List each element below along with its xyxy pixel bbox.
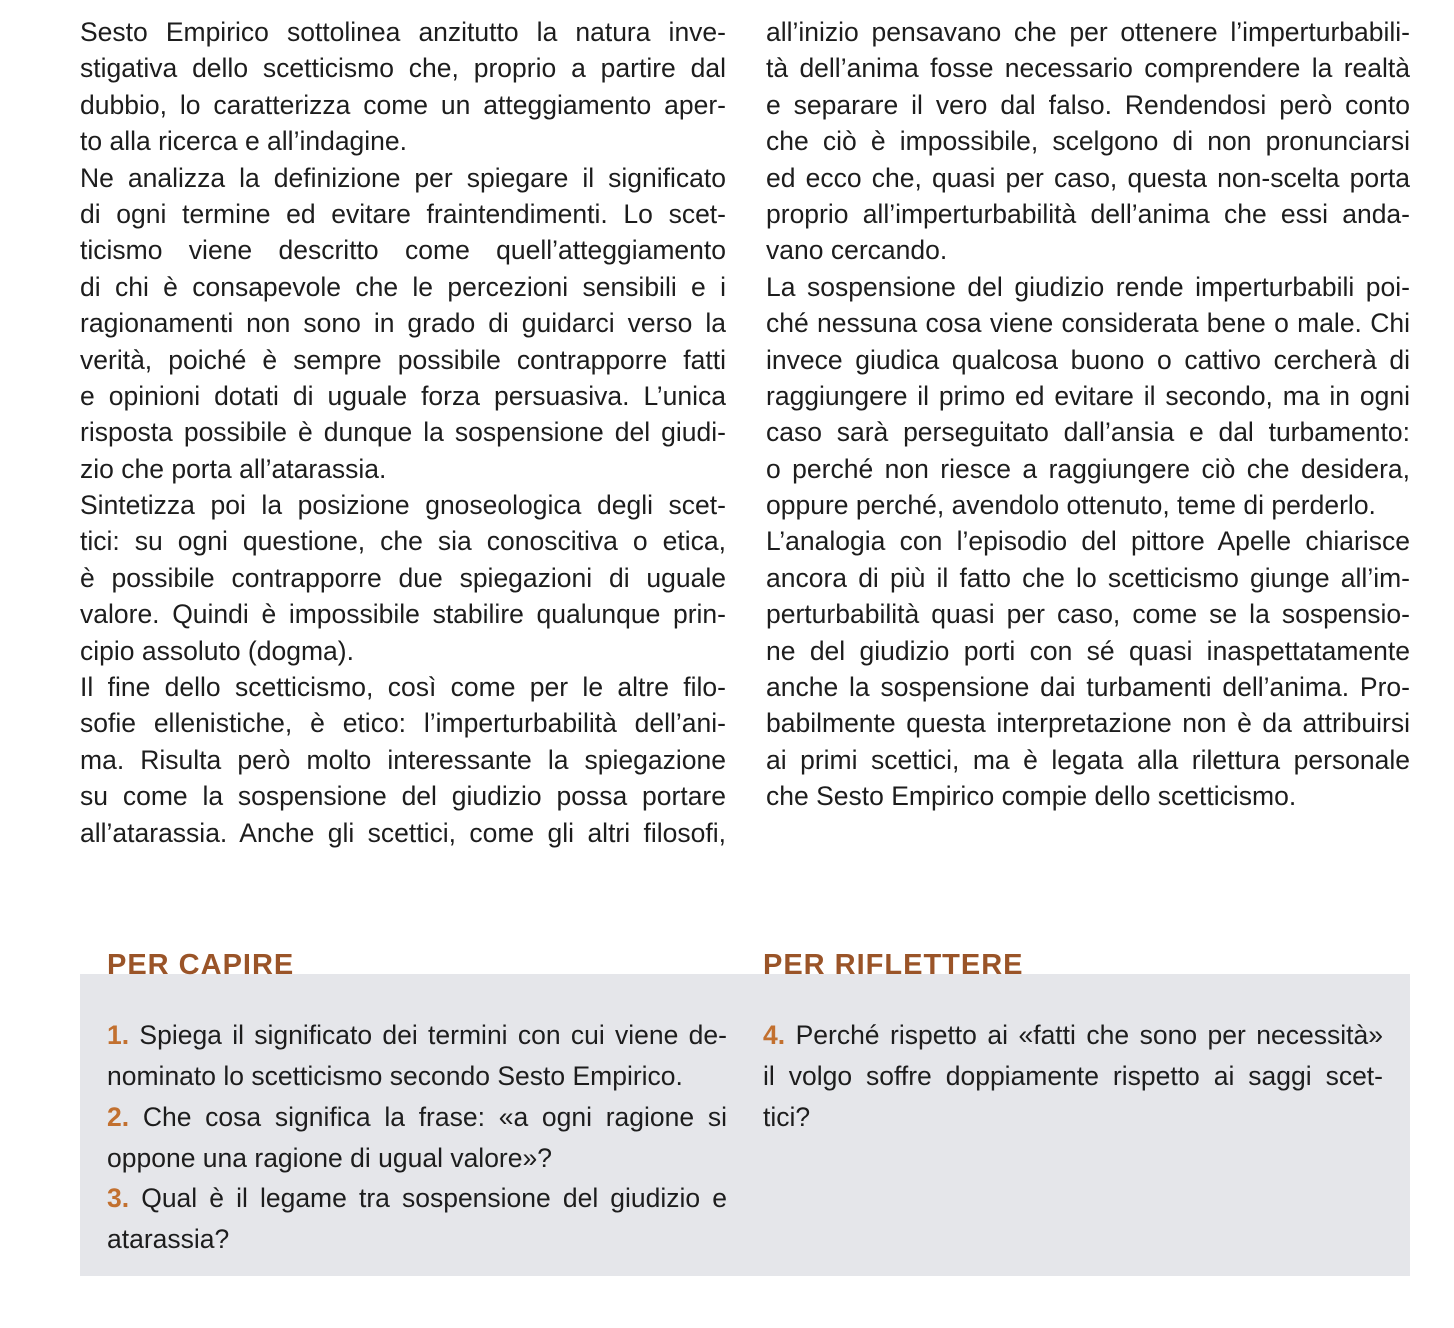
question-line: oppone una ragione di ugual valore»? (107, 1143, 552, 1173)
text-line: oppure perché, avendolo ottenuto, teme di perderlo. (766, 490, 1376, 521)
exercise-question-1 (107, 1015, 727, 1097)
text-line: ché nessuna cosa viene considerata bene o male. Chi (766, 308, 1410, 339)
question-line: atarassia? (107, 1224, 230, 1254)
question-line: il volgo soffre doppiamente rispetto ai saggi scet- (763, 1061, 1383, 1091)
text-line: o perché non riesce a raggiungere ciò che desidera, (766, 453, 1410, 484)
text-line: vano cercando. (766, 235, 948, 266)
text-line: sofie ellenistiche, è etico: l’imperturbabilità dell’ani- (80, 708, 726, 739)
exercise-question-3 (107, 1178, 727, 1260)
text-line: tà dell’anima fosse necessario comprendere la realtà (766, 53, 1410, 84)
text-line: risposta possibile è dunque la sospensione del giudi- (80, 417, 726, 448)
exercise-question-2 (107, 1097, 727, 1179)
text-line: ragionamenti non sono in grado di guidarci verso la (80, 308, 726, 339)
text-line: raggiungere il primo ed evitare il secondo, ma in ogni (766, 380, 1410, 411)
text-line: che ciò è impossibile, scelgono di non pronunciarsi (766, 126, 1410, 157)
question-number: 2. (107, 1102, 130, 1132)
text-line: stigativa dello scetticismo che, proprio a partire dal (80, 53, 726, 84)
text-line: invece giudica qualcosa buono o cattivo cercherà di (766, 344, 1410, 375)
text-line: proprio all’imperturbabilità dell’anima che essi anda- (766, 198, 1410, 229)
text-line: è possibile contrapporre due spiegazioni di uguale (80, 562, 726, 593)
exercise-question-4 (763, 1015, 1383, 1138)
question-line (107, 1015, 727, 1056)
question-number: 4. (763, 1020, 786, 1050)
text-line: all’atarassia. Anche gli scettici, come gli altri filosofi, (80, 817, 726, 848)
text-line: zio che porta all’atarassia. (80, 453, 387, 484)
text-line: di ogni termine ed evitare fraintendimenti. Lo scet- (80, 198, 726, 229)
text-line: perturbabilità quasi per caso, come se la sospensio- (766, 599, 1410, 630)
text-line: verità, poiché è sempre possibile contrapporre fatti (80, 344, 726, 375)
question-line (107, 1178, 727, 1219)
text-line: ancora di più il fatto che lo scetticismo giunge all’im- (766, 562, 1410, 593)
question-text: Qual è il legame tra sospensione del giudizio e (141, 1183, 727, 1213)
text-line: su come la sospensione del giudizio possa portare (80, 781, 726, 812)
text-line: L’analogia con l’episodio del pittore Apelle chiarisce (766, 526, 1410, 557)
text-line: ticismo viene descritto come quell’atteggiamento (80, 235, 726, 266)
text-line: Sesto Empirico sottolinea anzitutto la natura inve- (80, 17, 726, 47)
text-line: ma. Risulta però molto interessante la spiegazione (80, 744, 726, 775)
text-line: tici: su ogni questione, che sia conoscitiva o etica, (80, 526, 726, 557)
question-line (107, 1097, 727, 1138)
body-text-right-column (766, 14, 1410, 815)
heading-per-riflettere: PER RIFLETTERE (763, 949, 1024, 981)
question-line (763, 1015, 1383, 1056)
question-number: 1. (107, 1020, 130, 1050)
question-text: Spiega il significato dei termini con cui viene de- (139, 1020, 727, 1050)
question-number: 3. (107, 1183, 130, 1213)
text-line: dubbio, lo caratterizza come un atteggiamento aper- (80, 89, 726, 120)
text-line: valore. Quindi è impossibile stabilire qualunque prin- (80, 599, 726, 630)
text-line: ai primi scettici, ma è legata alla rilettura personale (766, 744, 1410, 775)
text-line: babilmente questa interpretazione non è da attribuirsi (766, 708, 1410, 739)
text-line: caso sarà perseguitato dall’ansia e dal turbamento: (766, 417, 1410, 448)
text-line: La sospensione del giudizio rende imperturbabili poi- (766, 271, 1410, 302)
text-line: di chi è consapevole che le percezioni sensibili e i (80, 271, 726, 302)
text-line: ne del giudizio porti con sé quasi inaspettatamente (766, 635, 1410, 666)
text-line: Sintetizza poi la posizione gnoseologica degli scet- (80, 490, 726, 521)
text-line: all’inizio pensavano che per ottenere l’imperturbabili- (766, 17, 1410, 47)
text-line: Ne analizza la definizione per spiegare il significato (80, 162, 726, 193)
question-line: tici? (763, 1102, 811, 1132)
text-line: cipio assoluto (dogma). (80, 635, 354, 666)
text-line: e separare il vero dal falso. Rendendosi però conto (766, 89, 1410, 120)
text-line: che Sesto Empirico compie dello scetticismo. (766, 781, 1297, 812)
heading-per-capire: PER CAPIRE (107, 949, 295, 981)
question-text: Perché rispetto ai «fatti che sono per necessità» (795, 1020, 1383, 1050)
body-text-left-column (80, 14, 726, 851)
text-line: anche la sospensione dai turbamenti dell’anima. Pro- (766, 672, 1410, 703)
text-line: to alla ricerca e all’indagine. (80, 126, 408, 157)
text-line: e opinioni dotati di uguale forza persuasiva. L’unica (80, 380, 726, 411)
question-line: nominato lo scetticismo secondo Sesto Empirico. (107, 1061, 683, 1091)
text-line: Il fine dello scetticismo, così come per le altre filo- (80, 672, 726, 703)
text-line: ed ecco che, quasi per caso, questa non-scelta porta (766, 162, 1410, 193)
question-text: Che cosa significa la frase: «a ogni ragione si (142, 1102, 727, 1132)
